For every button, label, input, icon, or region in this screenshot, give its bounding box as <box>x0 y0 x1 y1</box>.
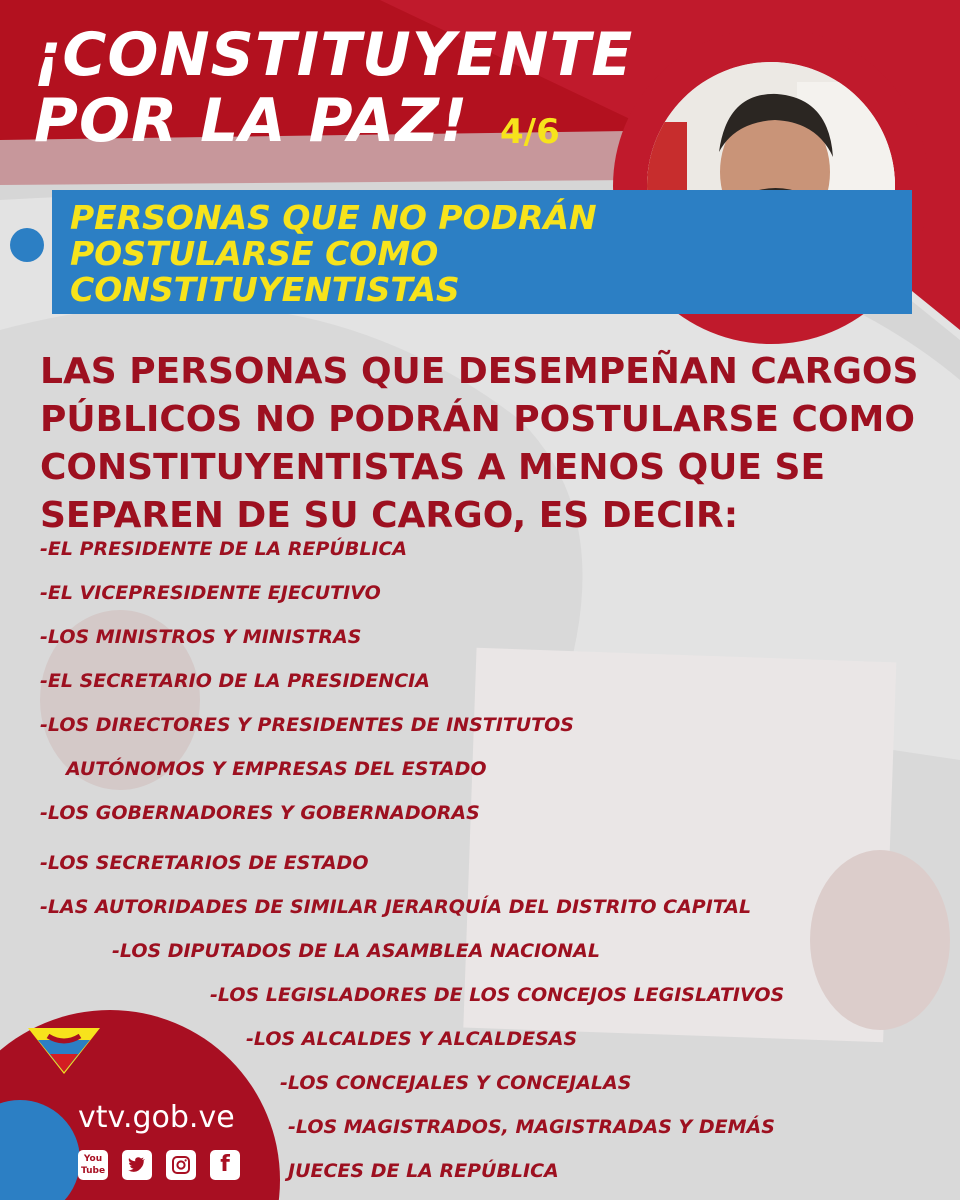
facebook-label: f <box>220 1152 230 1177</box>
list-item: JUECES DE LA REPÚBLICA <box>288 1160 559 1182</box>
list-item: -LOS DIPUTADOS DE LA ASAMBLEA NACIONAL <box>112 940 600 962</box>
subtitle: PERSONAS QUE NO PODRÁN POSTULARSE COMO CONSTITUYENTISTAS <box>70 198 597 309</box>
intro-text: LAS PERSONAS QUE DESEMPEÑAN CARGOS PÚBLICOS NO PODRÁN POSTULARSE COMO CONSTITUYENTISTAS A MENOS QUE SE SEPAREN DE SU CARGO, ES DECIR: <box>40 351 919 536</box>
list-item: -LOS GOBERNADORES Y GOBERNADORAS <box>40 802 480 824</box>
title-line-1: ¡CONSTITUYENTE <box>34 20 634 90</box>
youtube-label: You Tube <box>80 1154 106 1176</box>
list-item: -LAS AUTORIDADES DE SIMILAR JERARQUÍA DEL DISTRITO CAPITAL <box>40 896 752 918</box>
list-item: -LOS ALCALDES Y ALCALDESAS <box>246 1028 578 1050</box>
list-item: -EL VICEPRESIDENTE EJECUTIVO <box>40 582 381 604</box>
list-item: -EL SECRETARIO DE LA PRESIDENCIA <box>40 670 430 692</box>
bullet-dot <box>10 228 44 262</box>
list-item: -LOS SECRETARIOS DE ESTADO <box>40 852 369 874</box>
facebook-icon[interactable] <box>210 1150 240 1180</box>
list-item: -LOS MINISTROS Y MINISTRAS <box>40 626 362 648</box>
title-line-2: POR LA PAZ! <box>34 86 469 156</box>
slide-counter: 4/6 <box>500 112 560 152</box>
list-item: -LOS MAGISTRADOS, MAGISTRADAS Y DEMÁS <box>288 1116 775 1138</box>
list-item: -LOS CONCEJALES Y CONCEJALAS <box>280 1072 632 1094</box>
youtube-icon[interactable] <box>78 1150 108 1180</box>
instagram-icon[interactable] <box>166 1150 196 1180</box>
vtv-logo-icon <box>24 1020 104 1080</box>
twitter-icon[interactable] <box>122 1150 152 1180</box>
list-item: -EL PRESIDENTE DE LA REPÚBLICA <box>40 538 408 560</box>
list-item: AUTÓNOMOS Y EMPRESAS DEL ESTADO <box>66 758 487 780</box>
website-link[interactable]: vtv.gob.ve <box>78 1100 235 1135</box>
list-item: -LOS LEGISLADORES DE LOS CONCEJOS LEGISLATIVOS <box>210 984 785 1006</box>
list-item: -LOS DIRECTORES Y PRESIDENTES DE INSTITUTOS <box>40 714 574 736</box>
